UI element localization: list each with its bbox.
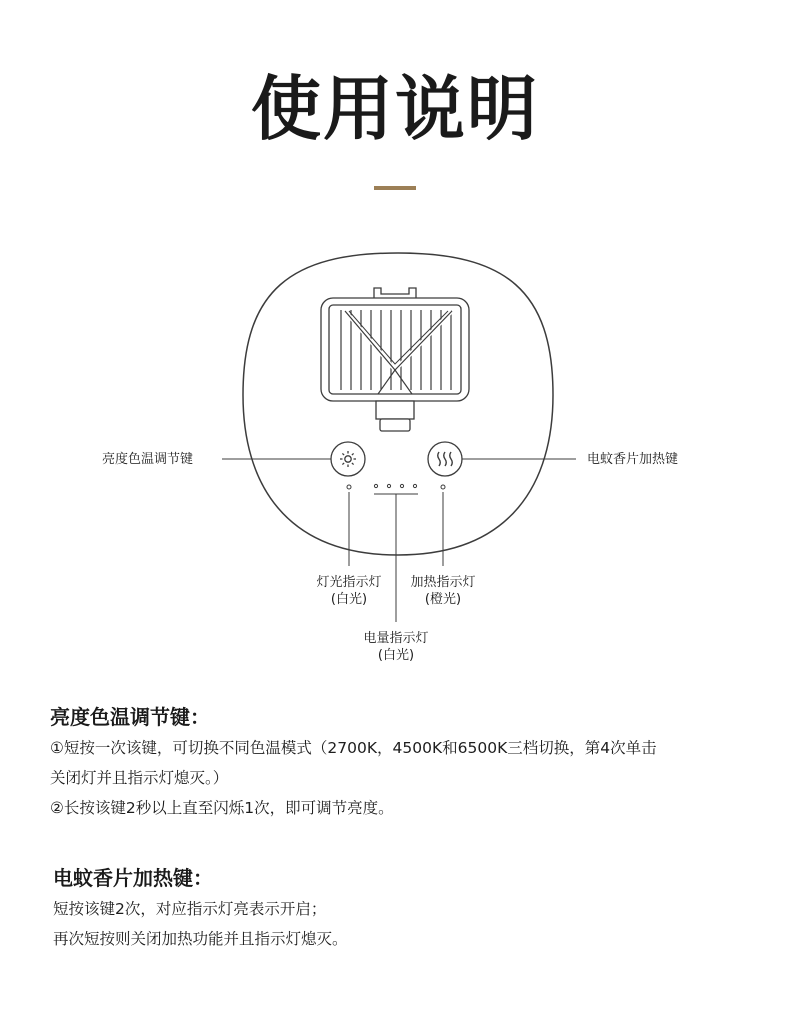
brightness-instruction-2: 关闭灯并且指示灯熄灭。） [50, 769, 229, 787]
heat-indicator-name: 加热指示灯 [410, 575, 476, 590]
light-indicator-name: 灯光指示灯 [316, 575, 382, 590]
battery-led-2 [387, 484, 390, 487]
heat-instruction-2: 再次短按则关闭加热功能并且指示灯熄灭。 [53, 930, 348, 948]
battery-indicator-color: (白光) [377, 648, 415, 663]
brightness-key-label: 亮度色温调节键 [102, 452, 194, 467]
light-indicator-color: (白光) [330, 592, 368, 607]
brightness-button[interactable] [331, 442, 365, 476]
battery-led-4 [413, 484, 416, 487]
page-title: 使用说明 [251, 68, 539, 150]
heat-section-heading: 电蚊香片加热键： [53, 866, 213, 890]
heat-instruction-1: 短按该键2次，对应指示灯亮表示开启； [53, 900, 327, 918]
battery-led-1 [374, 484, 377, 487]
battery-led-3 [400, 484, 403, 487]
heat-indicator-label [403, 574, 483, 608]
brightness-instruction-1: ①短按一次该键，可切换不同色温模式（2700K，4500K和6500K三档切换，第4次单击 [50, 739, 657, 757]
battery-indicator-name: 电量指示灯 [363, 631, 429, 646]
heat-indicator-color: (橙光) [424, 592, 462, 607]
heat-key-label: 电蚊香片加热键 [587, 452, 679, 467]
light-indicator-led [347, 485, 351, 489]
brightness-section-heading: 亮度色温调节键： [50, 705, 210, 729]
battery-indicator-label [356, 630, 436, 664]
light-indicator-label [309, 574, 389, 608]
heat-button[interactable] [428, 442, 462, 476]
heat-indicator-led [441, 485, 445, 489]
brightness-instruction-3: ②长按该键2秒以上直至闪烁1次，即可调节亮度。 [50, 799, 394, 817]
